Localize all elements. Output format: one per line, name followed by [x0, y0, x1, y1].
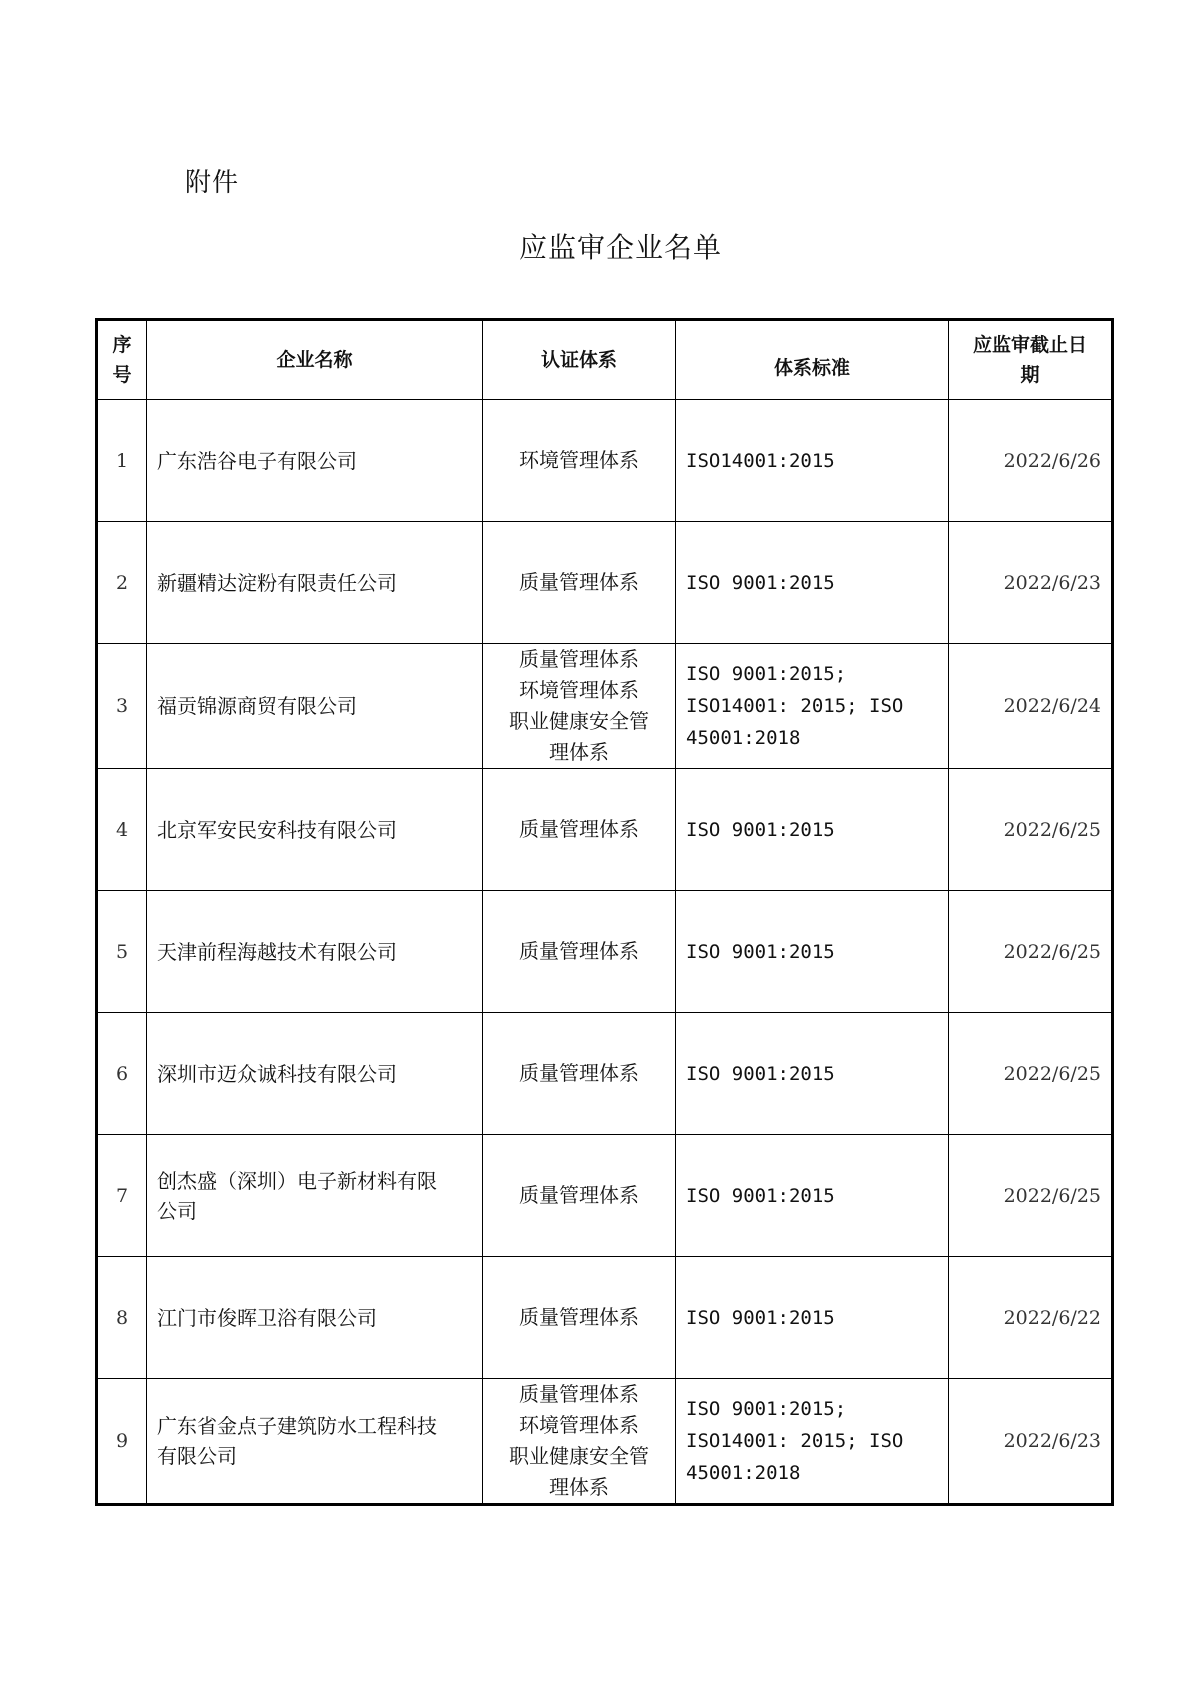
- header-seq: [97, 320, 147, 400]
- company-name-line: 有限公司: [157, 1444, 237, 1468]
- company-name-line: 新疆精达淀粉有限责任公司: [157, 570, 397, 595]
- company-name: [147, 1257, 483, 1379]
- company-name-line: 广东浩谷电子有限公司: [157, 448, 357, 473]
- certification-system: [483, 1013, 676, 1135]
- table-row: [97, 1257, 1113, 1379]
- audit-deadline: 2022/6/26: [949, 400, 1113, 522]
- table-row: [97, 1013, 1113, 1135]
- company-name: [147, 1135, 483, 1257]
- audit-deadline: 2022/6/24: [949, 644, 1113, 769]
- row-seq: 1: [97, 400, 147, 522]
- system-standard: [676, 1379, 949, 1505]
- header-deadline-line-1: 应监审截止日: [972, 334, 1087, 356]
- company-name: [147, 1013, 483, 1135]
- system-standard: [676, 769, 949, 891]
- certification-system-line: 理体系: [549, 1475, 609, 1499]
- audit-deadline: 2022/6/25: [949, 1135, 1113, 1257]
- certification-system-line: 环境管理体系: [519, 1413, 639, 1437]
- company-name: [147, 644, 483, 769]
- audit-deadline: 2022/6/23: [949, 1379, 1113, 1505]
- system-standard-line: 45001:2018: [686, 1462, 801, 1484]
- company-name: [147, 769, 483, 891]
- table-header-row: [97, 320, 1113, 400]
- certification-system: [483, 891, 676, 1013]
- table-row: [97, 891, 1113, 1013]
- company-name: [147, 400, 483, 522]
- row-seq: 2: [97, 522, 147, 644]
- system-standard: [676, 1013, 949, 1135]
- system-standard-line: ISO14001:2015: [686, 449, 835, 472]
- certification-system: [483, 522, 676, 644]
- system-standard: [676, 400, 949, 522]
- system-standard-line: ISO 9001:2015;: [686, 663, 847, 685]
- header-seq-line-2: 号: [112, 364, 132, 386]
- row-seq: 8: [97, 1257, 147, 1379]
- certification-system-line: 质量管理体系: [519, 1382, 639, 1406]
- header-standard: 体系标准: [676, 320, 949, 400]
- row-seq: 5: [97, 891, 147, 1013]
- certification-system-line: 理体系: [549, 740, 609, 764]
- row-seq: 9: [97, 1379, 147, 1505]
- system-standard-line: 45001:2018: [686, 727, 801, 749]
- certification-system-line: 质量管理体系: [519, 1305, 639, 1329]
- system-standard-line: ISO 9001:2015;: [686, 1398, 847, 1420]
- table-row: [97, 769, 1113, 891]
- certification-system-line: 质量管理体系: [519, 570, 639, 594]
- audit-deadline: 2022/6/22: [949, 1257, 1113, 1379]
- system-standard: [676, 891, 949, 1013]
- system-standard: [676, 1257, 949, 1379]
- company-name: [147, 522, 483, 644]
- system-standard-line: ISO 9001:2015: [686, 1306, 835, 1329]
- header-company: 企业名称: [147, 320, 483, 400]
- system-standard-line: ISO 9001:2015: [686, 940, 835, 963]
- certification-system-line: 质量管理体系: [519, 939, 639, 963]
- certification-system: [483, 1135, 676, 1257]
- table-row: [97, 400, 1113, 522]
- certification-system: [483, 644, 676, 769]
- row-seq: 3: [97, 644, 147, 769]
- company-name: [147, 1379, 483, 1505]
- system-standard-line: ISO14001: 2015; ISO: [686, 1430, 904, 1452]
- system-standard-line: ISO 9001:2015: [686, 571, 835, 594]
- page-title: 应监审企业名单: [518, 231, 722, 264]
- certification-system-line: 职业健康安全管: [509, 709, 649, 733]
- row-seq: 6: [97, 1013, 147, 1135]
- company-name: [147, 891, 483, 1013]
- system-standard-line: ISO14001: 2015; ISO: [686, 695, 904, 717]
- header-deadline-line-2: 期: [1020, 364, 1040, 386]
- attachment-label: 附件: [185, 168, 240, 198]
- certification-system-line: 环境管理体系: [519, 678, 639, 702]
- company-name-line: 福贡锦源商贸有限公司: [157, 694, 357, 718]
- audit-deadline: 2022/6/25: [949, 769, 1113, 891]
- certification-system: [483, 1257, 676, 1379]
- table-row: [97, 1135, 1113, 1257]
- certification-system-line: 质量管理体系: [519, 647, 639, 671]
- system-standard-line: ISO 9001:2015: [686, 1184, 835, 1207]
- header-deadline: [949, 320, 1113, 400]
- header-seq-line-1: 序: [112, 334, 132, 356]
- row-seq: 4: [97, 769, 147, 891]
- table-row: [97, 644, 1113, 769]
- company-name-line: 北京军安民安科技有限公司: [157, 817, 397, 842]
- certification-system-line: 质量管理体系: [519, 1061, 639, 1085]
- certification-system-line: 质量管理体系: [519, 1183, 639, 1207]
- company-name-line: 广东省金点子建筑防水工程科技: [157, 1414, 437, 1438]
- system-standard-line: ISO 9001:2015: [686, 1062, 835, 1085]
- system-standard: [676, 1135, 949, 1257]
- table-row: [97, 1379, 1113, 1505]
- audit-deadline: 2022/6/25: [949, 891, 1113, 1013]
- system-standard: [676, 644, 949, 769]
- audit-deadline: 2022/6/25: [949, 1013, 1113, 1135]
- certification-system-line: 质量管理体系: [519, 817, 639, 841]
- table-row: [97, 522, 1113, 644]
- certification-system: [483, 400, 676, 522]
- company-name-line: 公司: [157, 1198, 197, 1223]
- company-table: [95, 318, 1114, 1506]
- system-standard-line: ISO 9001:2015: [686, 818, 835, 841]
- company-name-line: 天津前程海越技术有限公司: [157, 939, 397, 964]
- certification-system: [483, 769, 676, 891]
- table-body: [97, 400, 1113, 1505]
- system-standard: [676, 522, 949, 644]
- certification-system-line: 环境管理体系: [519, 448, 639, 472]
- row-seq: 7: [97, 1135, 147, 1257]
- company-name-line: 创杰盛（深圳）电子新材料有限: [157, 1168, 437, 1193]
- company-name-line: 深圳市迈众诚科技有限公司: [157, 1061, 397, 1086]
- certification-system: [483, 1379, 676, 1505]
- certification-system-line: 职业健康安全管: [509, 1444, 649, 1468]
- header-system: 认证体系: [483, 320, 676, 400]
- company-name-line: 江门市俊晖卫浴有限公司: [157, 1305, 377, 1330]
- audit-deadline: 2022/6/23: [949, 522, 1113, 644]
